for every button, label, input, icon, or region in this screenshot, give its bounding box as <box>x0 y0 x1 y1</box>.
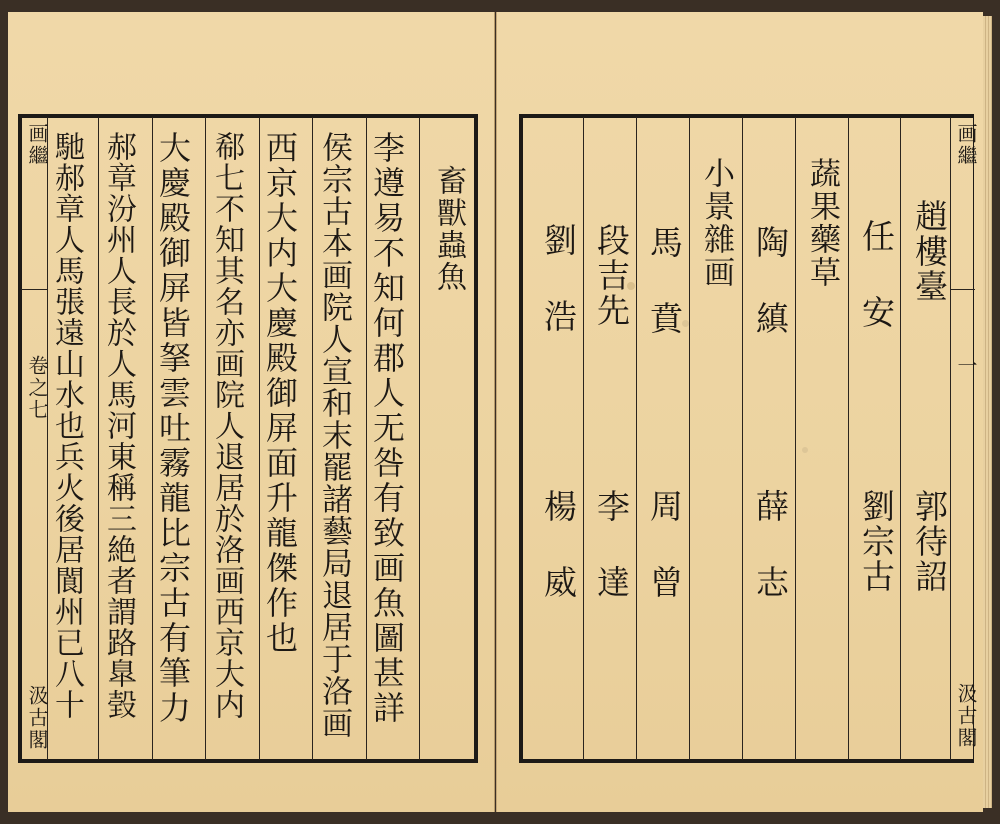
painter-name: 馬 賁 <box>645 225 684 336</box>
column-rule <box>848 117 849 760</box>
category-heading: 蔬果藥草 <box>804 157 840 289</box>
column-rule <box>259 117 260 760</box>
left-page <box>8 12 495 812</box>
painter-name: 趙樓臺 <box>910 199 949 304</box>
section-heading: 畜獸蟲魚 <box>431 165 466 293</box>
painter-name: 劉宗古 <box>857 489 896 594</box>
margin-publisher: 汲古閣 <box>25 685 49 751</box>
right-text-frame <box>519 114 978 763</box>
margin-book-title: 画繼 <box>25 123 49 167</box>
text-column: 西京大内大慶殿御屏面升龍傑作也 <box>261 131 299 656</box>
painter-name: 李 達 <box>592 489 631 600</box>
left-margin-strip <box>21 117 48 760</box>
margin-divider <box>21 289 47 290</box>
margin-divider <box>951 289 975 290</box>
painter-name: 郭待詔 <box>910 489 949 594</box>
column-rule <box>419 117 420 760</box>
text-column: 李遵易不知何郡人无咎有致画魚圖甚詳 <box>368 131 406 726</box>
right-page <box>496 12 983 812</box>
column-rule <box>312 117 313 760</box>
text-column: 郗七不知其名亦画院人退居於洛画西京大内 <box>209 131 244 720</box>
painter-name: 薛 志 <box>751 489 790 600</box>
margin-volume: 卷之七 <box>25 355 49 421</box>
column-rule <box>900 117 901 760</box>
margin-book-title: 画繼 <box>954 123 978 167</box>
painter-name: 陶 縝 <box>751 225 790 336</box>
column-rule <box>98 117 99 760</box>
column-rule <box>689 117 690 760</box>
column-rule <box>795 117 796 760</box>
left-text-frame <box>18 114 478 763</box>
right-margin-strip <box>950 117 978 760</box>
text-column: 大慶殿御屏皆拏雲吐霧龍比宗古有筆力 <box>154 131 192 726</box>
margin-page-number: 一 <box>954 355 978 377</box>
painter-name: 劉 浩 <box>539 223 578 334</box>
column-rule <box>636 117 637 760</box>
column-rule <box>205 117 206 760</box>
painter-name: 任 安 <box>857 219 896 330</box>
text-column: 馳郝章人馬張遠山水也兵火後居閬州已八十 <box>49 131 84 720</box>
column-rule <box>366 117 367 760</box>
painter-name: 楊 威 <box>539 489 578 600</box>
column-rule <box>742 117 743 760</box>
painter-name: 段吉先 <box>592 223 631 328</box>
text-column: 侯宗古本画院人宣和末罷諸藝局退居于洛画 <box>316 131 352 739</box>
margin-publisher: 汲古閣 <box>954 683 978 749</box>
painter-name: 周 曾 <box>645 489 684 600</box>
column-rule <box>583 117 584 760</box>
category-heading: 小景雜画 <box>698 157 734 289</box>
text-column: 郝章汾州人長於人馬河東稱三絶者謂路臯㲄 <box>101 131 136 720</box>
column-rule <box>152 117 153 760</box>
